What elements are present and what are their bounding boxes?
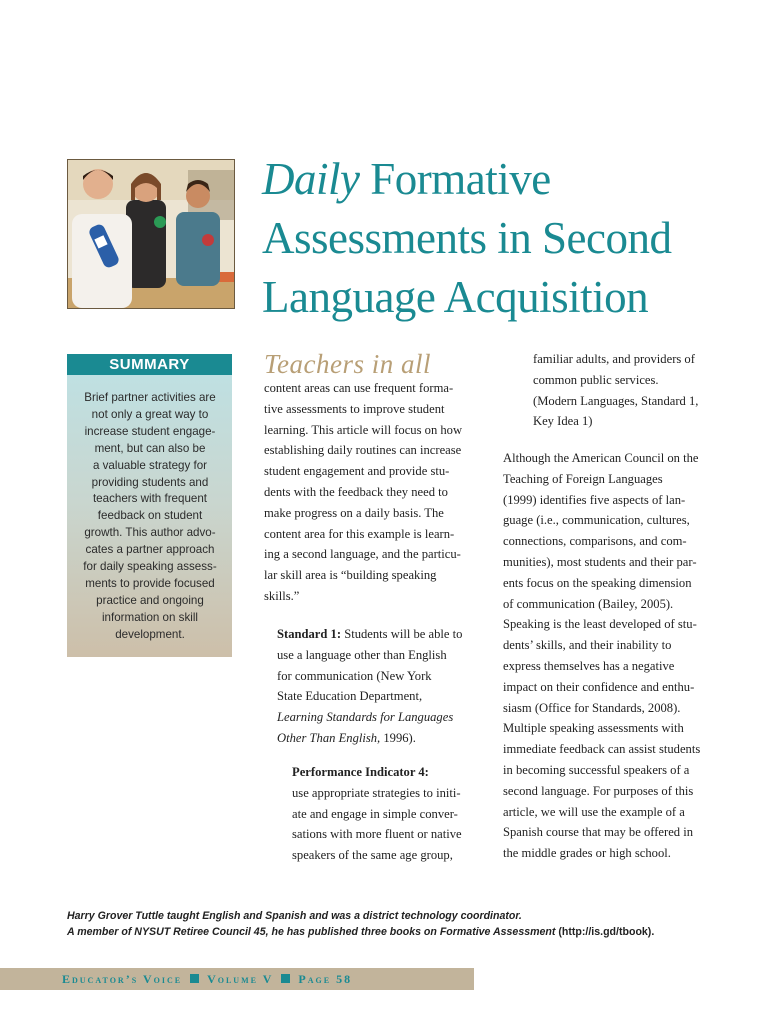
text-line: learning. This article will focus on how [264,422,463,437]
column-2-indicator-continued [533,349,723,432]
standard-label: Standard 1: [277,627,342,641]
text-line: use appropriate strategies to initi- [292,785,461,800]
lead-in: Teachers in all [264,349,432,379]
title-line-3: Language Acquisition [262,272,649,322]
summary-line: feedback on student [97,509,203,523]
article-photo [67,159,235,309]
summary-line: teachers with frequent [92,492,208,506]
article-title [262,150,742,327]
text-line: Speaking is the least developed of stu- [503,617,697,632]
volume-label: Volume V [207,972,274,986]
text-line: familiar adults, and providers of [533,352,695,366]
text-line: the middle grades or high school. [503,846,671,861]
publication-name: Educator’s Voice [62,972,183,986]
text-line: second language. For purposes of this [503,783,694,798]
author-note-line-1 [67,909,747,925]
text-span: Students will be able to [341,627,463,641]
text-line: ing a second language, and the particu- [264,547,461,562]
text-line: skills.” [264,588,300,603]
footer-text [62,971,352,987]
text-line: common public services. [533,372,659,387]
text-line: immediate feedback can assist students [503,742,701,757]
text-line: guage (i.e., communication, cultures, [503,513,690,528]
summary-text [80,390,220,644]
summary-line: ment, but can also be [94,441,206,455]
text-line: content area for this example is learn- [264,526,455,541]
book-link[interactable]: (http://is.gd/tbook). [555,925,655,938]
text-line: Teaching of Foreign Languages [503,471,663,486]
summary-line: practice and ongoing [96,593,204,607]
text-line: establishing daily routines can increase [264,443,462,458]
text-line: article, we will use the example of a [503,804,685,819]
text-line [277,728,474,749]
title-line-1-rest: Formative [359,154,551,204]
author-bio: Harry Grover Tuttle taught English and Spanish and was a district technology coordinator. [67,910,522,922]
title-line-2: Assessments in Second [262,213,672,263]
text-line: siasm (Office for Standards, 2008). [503,700,681,715]
text-line: for communication (New York [277,668,432,683]
text-line [277,707,474,728]
summary-line: not only a great way to [91,407,209,421]
text-line: student engagement and provide stu- [264,464,450,479]
square-separator-icon [281,974,290,983]
text-line: connections, comparisons, and com- [503,534,687,549]
summary-line: providing students and [91,475,209,489]
text-span: 1996). [380,730,416,745]
text-line: speakers of the same age group, [292,848,453,863]
summary-line: increase student engage- [84,424,216,438]
author-books: A member of NYSUT Retiree Council 45, he has published three books on Formative Assessment [67,925,556,938]
text-line: Spanish course that may be offered in [503,825,694,840]
text-line: ents focus on the speaking dimension [503,575,692,590]
summary-line: development. [115,627,185,641]
author-note [67,909,747,940]
summary-line: growth. This author advo- [84,526,216,540]
text-line: make progress on a daily basis. The [264,505,444,520]
text-line: dents with the feedback they need to [264,484,448,499]
title-italic-word: Daily [262,154,360,204]
text-line: Key Idea 1) [533,414,593,429]
summary-line: cates a partner approach [85,543,215,557]
text-line: express themselves has a negative [503,658,675,673]
text-line: Multiple speaking assessments with [503,721,684,736]
summary-line: for daily speaking assess- [83,560,217,574]
indicator-label: Performance Indicator 4: [292,765,429,779]
text-line: dents’ skills, and their inability to [503,638,672,653]
text-line: of communication (Bailey, 2005). [503,596,674,611]
column-2-text [503,448,715,864]
text-line: ate and engage in simple conver- [292,806,458,821]
text-line: tive assessments to improve student [264,401,445,416]
text-line: munities), most students and their par- [503,554,697,569]
author-note-line-2 [67,925,747,941]
standard-1-block [277,624,474,749]
page-number: Page 58 [298,972,353,986]
citation-title: Learning Standards for Languages [277,710,454,725]
photo-illustration [68,160,234,308]
square-separator-icon [190,974,199,983]
text-line: State Education Department, [277,689,423,704]
column-1-text [264,378,474,607]
text-line: in becoming successful speakers of a [503,762,690,777]
text-line: impact on their confidence and enthu- [503,679,695,694]
title-line-1 [262,150,742,209]
summary-line: ments to provide focused [85,576,215,590]
text-line: Although the American Council on the [503,451,699,465]
text-line [292,762,474,783]
citation-title: Other Than English, [277,730,381,745]
performance-indicator-block [292,762,474,866]
text-line: (Modern Languages, Standard 1, [533,393,699,408]
text-line: use a language other than English [277,647,447,662]
text-line: lar skill area is “building speaking [264,568,437,583]
text-line: (1999) identifies five aspects of lan- [503,492,686,507]
text-line: sations with more fluent or native [292,827,462,842]
summary-heading: SUMMARY [67,354,232,375]
text-line: content areas can use frequent forma- [264,381,454,395]
summary-line: a valuable strategy for [92,458,208,472]
summary-line: Brief partner activities are [84,391,216,404]
text-line [277,624,474,645]
summary-line: information on skill [101,610,198,624]
